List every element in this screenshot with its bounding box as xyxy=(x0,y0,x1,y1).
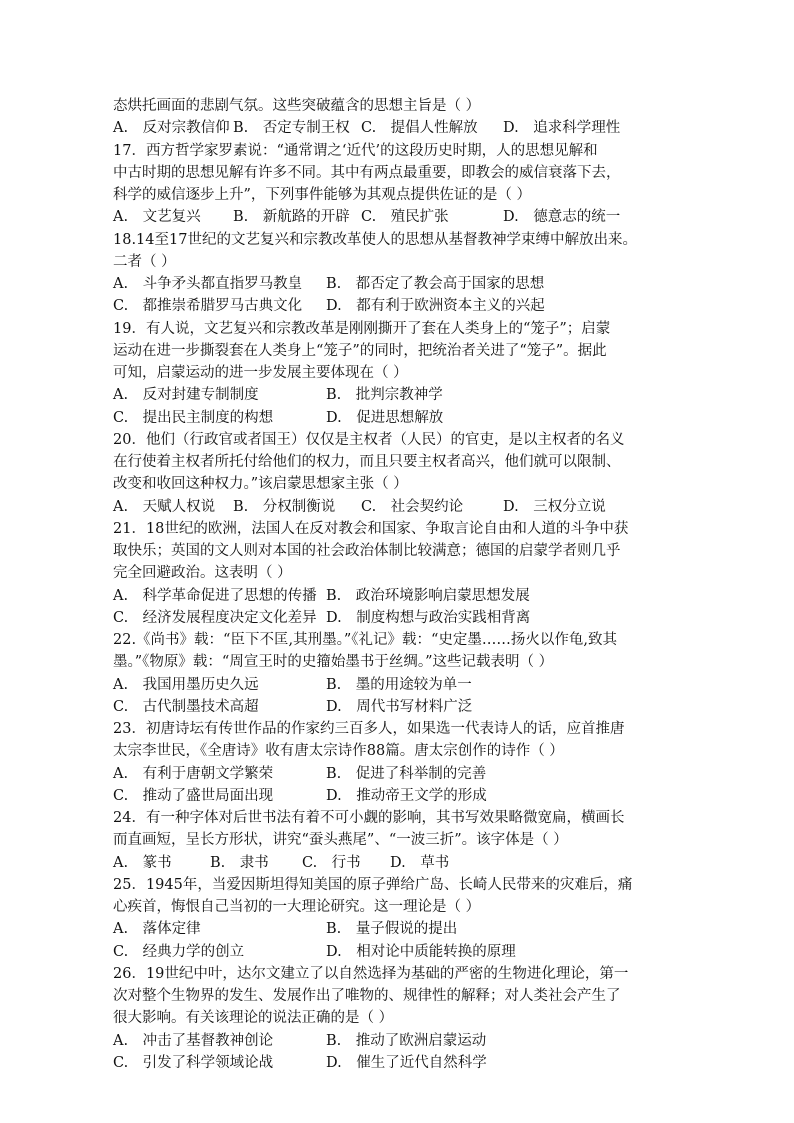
option-a: A. 有利于唐朝文学繁荣 xyxy=(113,765,274,782)
option-row xyxy=(113,496,688,518)
text-line: 科学的威信逐步上升”，下列事件能够为其观点提供佐证的是（ ） xyxy=(113,187,532,203)
text-line: 21．18世纪的欧洲，法国人在反对教会和国家、争取言论自由和人道的斗争中获 xyxy=(113,520,629,537)
option-b: B. 否定专制王权 xyxy=(233,120,350,137)
option-row xyxy=(113,785,688,807)
option-a: A. 反对宗教信仰 xyxy=(113,120,230,137)
option-b: B. 政治环境影响启蒙思想发展 xyxy=(326,587,530,604)
option-b: B. 隶书 xyxy=(210,854,269,871)
option-b: B. 分权制衡说 xyxy=(233,498,336,515)
option-row xyxy=(113,763,688,785)
question-list xyxy=(113,95,688,1074)
option-b: D. 催生了近代自然科学 xyxy=(326,1054,487,1071)
option-c: C. 社会契约论 xyxy=(361,498,464,515)
option-row xyxy=(113,696,688,718)
option-a: A. 冲击了基督教神创论 xyxy=(113,1032,274,1049)
text-line: 态烘托画面的悲剧气氛。这些突破蕴含的思想主旨是（ ） xyxy=(113,98,481,114)
option-b: B. 批判宗教神学 xyxy=(326,387,443,404)
option-row xyxy=(113,918,688,940)
text-line: 次对整个生物界的发生、发展作出了唯物的、规律性的解释；对人类社会产生了 xyxy=(113,988,621,1004)
option-d: D. 追求科学理性 xyxy=(503,120,621,137)
text-line: 25．1945年，当爱因斯坦得知美国的原子弹给广岛、长崎人民带来的灾难后，痛 xyxy=(113,876,633,893)
text-line: 太宗李世民，《全唐诗》收有唐太宗诗作88篇。唐太宗创作的诗作（ ） xyxy=(113,743,564,760)
text-line: 中古时期的思想见解有许多不同。其中有两点最重要，即教会的威信衰落下去， xyxy=(113,164,621,181)
option-b: D. 相对论中质能转换的原理 xyxy=(326,943,516,960)
text-line: 墨。”《物原》载：“周宣王时的史籀始墨书于丝绸。”这些记载表明（ ） xyxy=(113,654,554,671)
text-line: 可知，启蒙运动的进一步发展主要体现在（ ） xyxy=(113,365,408,381)
option-b: D. 促进思想解放 xyxy=(326,409,444,426)
text-line: 在行使着主权者所托付给他们的权力，而且只要主权者高兴，他们就可以限制、 xyxy=(113,454,621,470)
option-b: B. 墨的用途较为单一 xyxy=(326,676,472,693)
option-row xyxy=(113,852,688,874)
text-line: 改变和收回这种权力。”该启蒙思想家主张（ ） xyxy=(113,476,408,493)
option-row xyxy=(113,295,688,317)
option-a: A. 反对封建专制制度 xyxy=(113,387,259,404)
option-row xyxy=(113,1030,688,1052)
text-line: 23．初唐诗坛有传世作品的作家约三百多人，如果选一代表诗人的话，应首推唐 xyxy=(113,721,625,737)
option-c: C. 行书 xyxy=(302,854,361,871)
text-line: 17．西方哲学家罗素说：“通常谓之‘近代’的这段历史时期，人的思想见解和 xyxy=(113,142,598,159)
text-line: 取快乐；英国的文人则对本国的社会政治体制比较满意；德国的启蒙学者则几乎 xyxy=(113,543,621,559)
option-row xyxy=(113,674,688,696)
option-row xyxy=(113,941,688,963)
option-a: C. 引发了科学领域论战 xyxy=(113,1054,274,1071)
text-line: 运动在进一步撕裂套在人类身上“笼子”的同时，把统治者关进了“笼子”。据此 xyxy=(113,342,607,359)
option-b: D. 周代书写材料广泛 xyxy=(326,698,473,715)
option-c: C. 提倡人性解放 xyxy=(361,120,478,137)
option-a: A. 篆书 xyxy=(113,854,172,871)
option-c: C. 殖民扩张 xyxy=(361,209,449,226)
option-a: C. 都推崇希腊罗马古典文化 xyxy=(113,298,303,315)
option-d: D. 草书 xyxy=(390,854,450,871)
text-line: 26．19世纪中叶，达尔文建立了以自然选择为基础的严密的生物进化理论，第一 xyxy=(113,965,629,982)
text-line: 20．他们（行政官或者国王）仅仅是主权者（人民）的官吏，是以主权者的名义 xyxy=(113,431,625,448)
option-a: C. 经典力学的创立 xyxy=(113,943,245,960)
option-row xyxy=(113,607,688,629)
option-row xyxy=(113,273,688,295)
option-b: D. 推动帝王文学的形成 xyxy=(326,787,487,804)
option-a: C. 提出民主制度的构想 xyxy=(113,409,274,426)
text-line: 二者（ ） xyxy=(113,253,176,270)
option-row xyxy=(113,206,688,228)
option-a: A. 文艺复兴 xyxy=(113,209,201,226)
option-b: D. 都有利于欧洲资本主义的兴起 xyxy=(326,298,545,315)
option-b: B. 量子假说的提出 xyxy=(326,921,458,938)
option-a: C. 经济发展程度决定文化差异 xyxy=(113,609,317,626)
option-row xyxy=(113,384,688,406)
option-a: A. 落体定律 xyxy=(113,921,201,938)
option-a: C. 推动了盛世局面出现 xyxy=(113,787,274,804)
text-line: 完全回避政治。这表明（ ） xyxy=(113,565,292,582)
option-d: D. 三权分立说 xyxy=(503,498,606,515)
option-b: D. 制度构想与政治实践相背离 xyxy=(326,609,531,626)
text-line: 19．有人说，文艺复兴和宗教改革是刚刚撕开了套在人类身上的“笼子”；启蒙 xyxy=(113,320,611,337)
option-a: C. 古代制墨技术高超 xyxy=(113,698,259,715)
option-a: A. 天赋人权说 xyxy=(113,498,216,515)
text-line: 而直画短，呈长方形状，讲究“蚕头燕尾”、“一波三折”。该字体是（ ） xyxy=(113,832,568,849)
option-b: B. 都否定了教会高于国家的思想 xyxy=(326,276,545,292)
option-b: B. 促进了科举制的完善 xyxy=(326,765,487,782)
option-row xyxy=(113,407,688,429)
option-row xyxy=(113,117,688,139)
text-line: 很大影响。有关该理论的说法正确的是（ ） xyxy=(113,1010,394,1027)
option-d: D. 德意志的统一 xyxy=(503,209,621,226)
option-a: A. 我国用墨历史久远 xyxy=(113,676,259,693)
option-b: B. 新航路的开辟 xyxy=(233,209,350,226)
option-row xyxy=(113,1052,688,1074)
option-a: A. 科学革命促进了思想的传播 xyxy=(113,587,317,604)
text-line: 18.14至17世纪的文艺复兴和宗教改革使人的思想从基督教神学束缚中解放出来。 xyxy=(113,231,637,248)
text-line: 心疾首，悔恨自己当初的一大理论研究。这一理论是（ ） xyxy=(113,899,481,915)
option-row xyxy=(113,585,688,607)
option-b: B. 推动了欧洲启蒙运动 xyxy=(326,1032,487,1049)
option-a: A. 斗争矛头都直指罗马教皇 xyxy=(113,276,303,292)
text-line: 22.《尚书》载：“臣下不匡,其刑墨。”《礼记》载：“史定墨……扬火以作龟,致其 xyxy=(113,632,618,648)
text-line: 24．有一种字体对后世书法有着不可小觑的影响，其书写效果略微宽扁，横画长 xyxy=(113,810,625,826)
